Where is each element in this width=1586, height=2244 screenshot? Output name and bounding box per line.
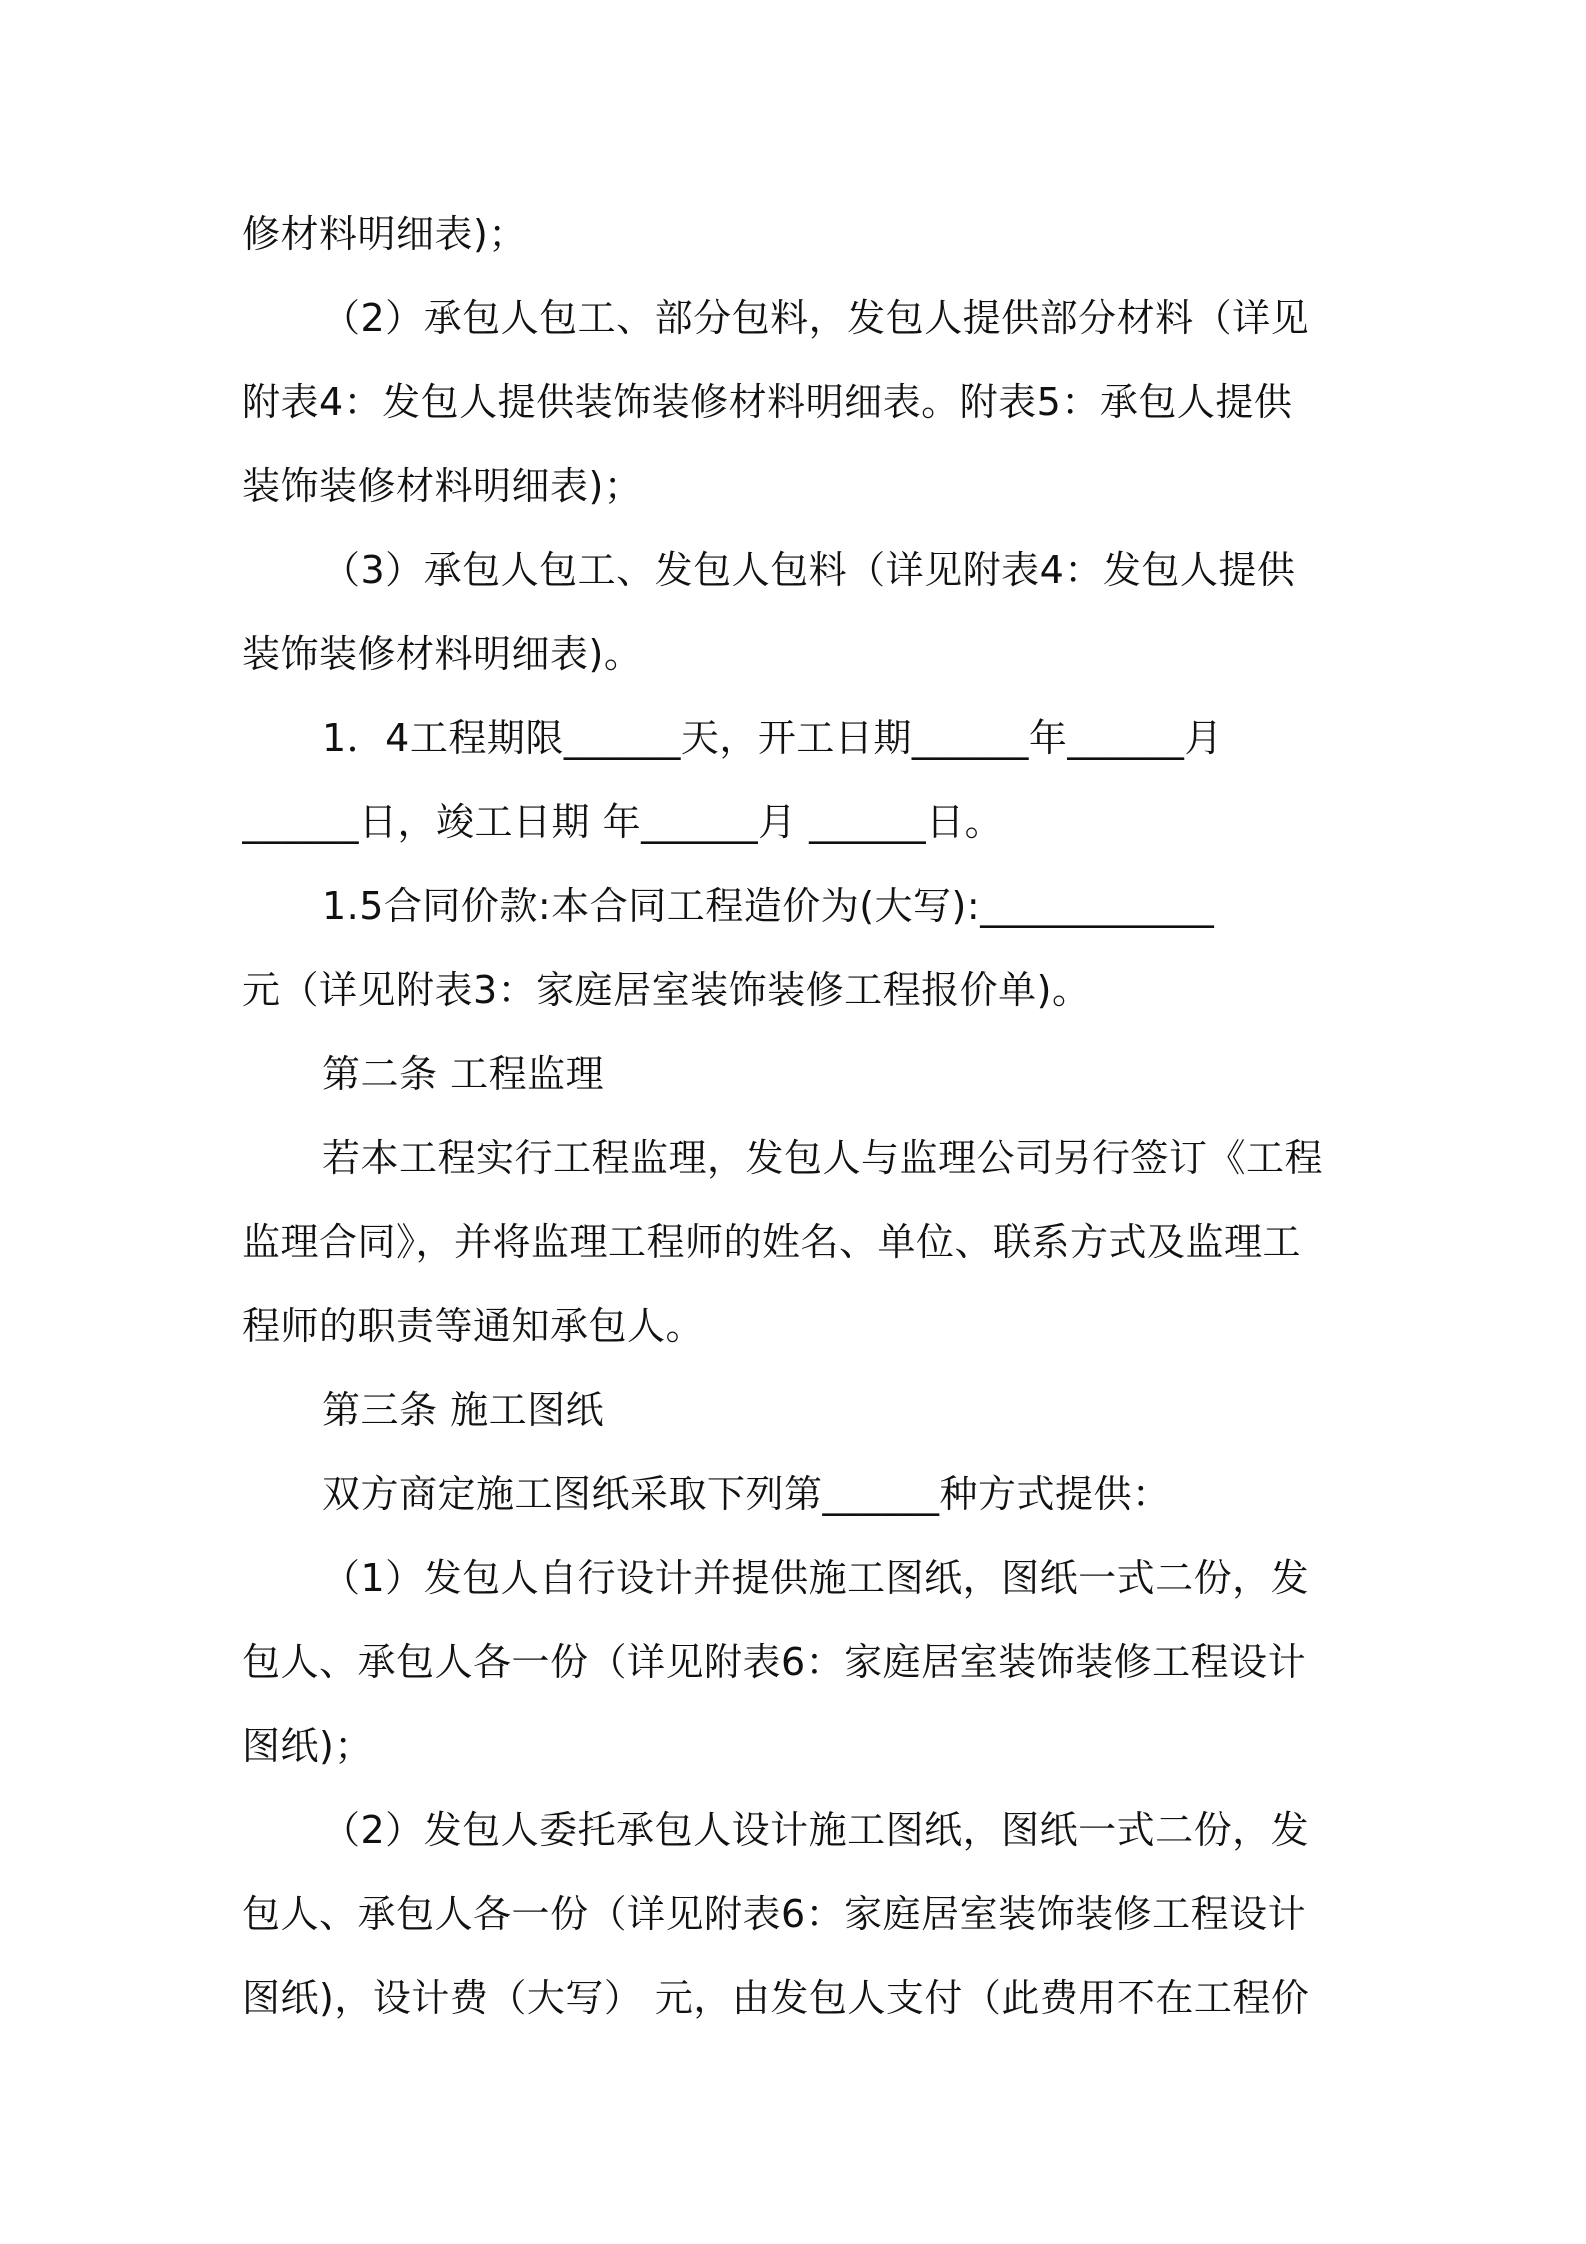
text-line: 程师的职责等通知承包人。 xyxy=(242,1304,705,1348)
text-line: 元（详见附表3：家庭居室装饰装修工程报价单)。 xyxy=(242,968,1091,1012)
text-line: 包人、承包人各一份（详见附表6：家庭居室装饰装修工程设计 xyxy=(242,1640,1307,1684)
text-line: （2）发包人委托承包人设计施工图纸，图纸一式二份，发 xyxy=(322,1808,1310,1852)
text-line: 附表4：发包人提供装饰装修材料明细表。附表5：承包人提供 xyxy=(242,380,1293,424)
section-heading: 第二条 工程监理 xyxy=(322,1052,605,1096)
text-line: 1．4工程期限______天，开工日期______年______月 xyxy=(322,716,1223,760)
text-line: 双方商定施工图纸采取下列第______种方式提供： xyxy=(322,1472,1171,1516)
text-line: 1.5合同价款:本合同工程造价为(大写):____________ xyxy=(322,884,1215,928)
document-body xyxy=(242,192,1356,2040)
section-heading: 第三条 施工图纸 xyxy=(322,1388,605,1432)
text-line: （3）承包人包工、发包人包料（详见附表4：发包人提供 xyxy=(322,548,1296,592)
text-line: 若本工程实行工程监理，发包人与监理公司另行签订《工程 xyxy=(322,1136,1324,1180)
text-line: 修材料明细表)； xyxy=(242,212,527,256)
text-line: 装饰装修材料明细表)。 xyxy=(242,632,643,676)
text-line: 图纸)； xyxy=(242,1724,373,1768)
text-line: 监理合同》，并将监理工程师的姓名、单位、联系方式及监理工 xyxy=(242,1220,1302,1264)
text-line: （2）承包人包工、部分包料，发包人提供部分材料（详见 xyxy=(322,296,1310,340)
text-line: 装饰装修材料明细表)； xyxy=(242,464,643,508)
text-line: 图纸)，设计费（大写） 元，由发包人支付（此费用不在工程价 xyxy=(242,1976,1310,2020)
text-line: （1）发包人自行设计并提供施工图纸，图纸一式二份，发 xyxy=(322,1556,1310,1600)
text-line: 包人、承包人各一份（详见附表6：家庭居室装饰装修工程设计 xyxy=(242,1892,1307,1936)
text-line: ______日，竣工日期 年______月 ______日。 xyxy=(242,800,1004,844)
